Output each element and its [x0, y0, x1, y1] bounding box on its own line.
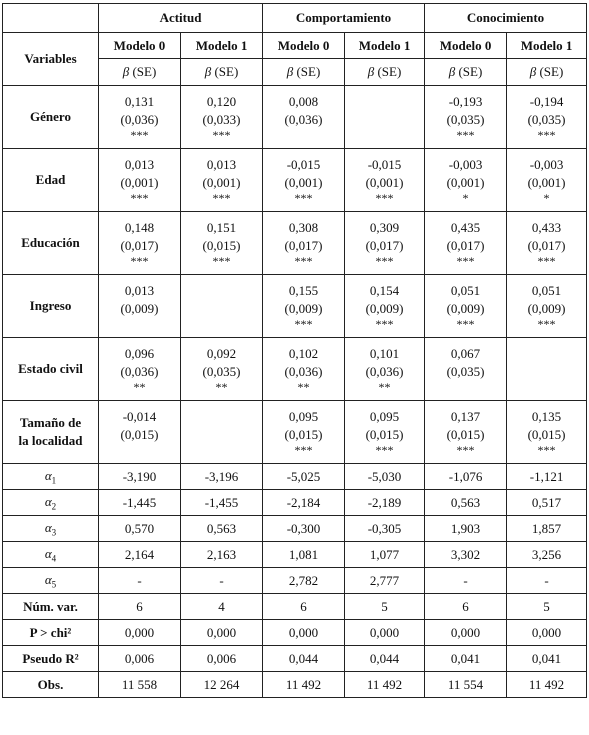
significance-stars: *** [212, 191, 231, 205]
statistic-value: 0,006 [181, 646, 263, 672]
coefficient-cell [263, 275, 345, 338]
statistic-value: 12 264 [181, 672, 263, 698]
coefficient-value: 0,131 [124, 94, 155, 109]
standard-error: (0,036) [284, 364, 323, 379]
alpha-subscript: 2 [51, 501, 57, 512]
alpha-subscript: 1 [51, 475, 57, 486]
statistic-value: 5 [507, 594, 587, 620]
standard-error: (0,035) [527, 112, 566, 127]
header-row-groups [3, 4, 587, 33]
significance-stars: *** [375, 254, 394, 268]
standard-error: (0,001) [446, 175, 485, 190]
statistic-row [3, 646, 587, 672]
statistic-value: 0,044 [345, 646, 425, 672]
model-header: Modelo 0 [99, 33, 181, 59]
threshold-value: -1,455 [181, 490, 263, 516]
se-label: (SE) [455, 64, 483, 79]
threshold-value: -2,184 [263, 490, 345, 516]
significance-stars: *** [537, 317, 556, 331]
statistic-value: 0,044 [263, 646, 345, 672]
standard-error: (0,001) [284, 175, 323, 190]
alpha-subscript: 5 [51, 579, 57, 590]
coefficient-row [3, 86, 587, 149]
significance-stars: *** [294, 191, 313, 205]
statistic-value: 0,006 [99, 646, 181, 672]
standard-error: (0,009) [120, 301, 159, 316]
beta-se-header [345, 59, 425, 86]
threshold-label [3, 516, 99, 542]
standard-error: (0,017) [527, 238, 566, 253]
coefficient-cell [263, 86, 345, 149]
coefficient-value: 0,095 [288, 409, 319, 424]
standard-error: (0,009) [284, 301, 323, 316]
standard-error: (0,015) [446, 427, 485, 442]
coefficient-cell [181, 275, 263, 338]
coefficient-value: 0,148 [124, 220, 155, 235]
statistics-rows [3, 594, 587, 698]
group-header-comportamiento: Comportamiento [263, 4, 425, 33]
header-row-models [3, 33, 587, 59]
beta-symbol: β [286, 64, 294, 79]
standard-error: (0,015) [120, 427, 159, 442]
coefficient-value: 0,433 [531, 220, 562, 235]
statistic-label: Obs. [3, 672, 99, 698]
statistic-value: 0,000 [181, 620, 263, 646]
coefficient-cell [507, 338, 587, 401]
coefficient-cell [345, 86, 425, 149]
coefficient-value: -0,003 [529, 157, 564, 172]
coefficient-cell [507, 401, 587, 464]
coefficient-cell [425, 212, 507, 275]
threshold-value: - [99, 568, 181, 594]
standard-error: (0,035) [202, 364, 241, 379]
threshold-value: 3,302 [425, 542, 507, 568]
threshold-value: 0,563 [425, 490, 507, 516]
threshold-value: -2,189 [345, 490, 425, 516]
coefficient-cell [507, 86, 587, 149]
threshold-value: -1,121 [507, 464, 587, 490]
coefficient-row [3, 401, 587, 464]
row-label [3, 275, 99, 338]
statistic-value: 11 554 [425, 672, 507, 698]
coefficient-cell [263, 401, 345, 464]
beta-symbol: β [367, 64, 375, 79]
threshold-value: 0,570 [99, 516, 181, 542]
coefficient-row [3, 149, 587, 212]
threshold-value: - [507, 568, 587, 594]
coefficient-value: 0,013 [206, 157, 237, 172]
statistic-value: 0,000 [345, 620, 425, 646]
coefficient-cell [425, 86, 507, 149]
threshold-label [3, 490, 99, 516]
significance-stars: *** [212, 128, 231, 142]
beta-se-header [263, 59, 345, 86]
threshold-label [3, 542, 99, 568]
model-header: Modelo 0 [263, 33, 345, 59]
significance-stars: *** [375, 191, 394, 205]
model-header: Modelo 0 [425, 33, 507, 59]
alpha-subscript: 4 [51, 553, 57, 564]
standard-error: (0,001) [365, 175, 404, 190]
significance-stars: ** [378, 380, 391, 394]
significance-stars: *** [537, 128, 556, 142]
coefficient-value: 0,013 [124, 283, 155, 298]
coefficient-cell [99, 149, 181, 212]
row-label [3, 338, 99, 401]
statistic-row [3, 594, 587, 620]
threshold-row [3, 542, 587, 568]
statistic-value: 6 [263, 594, 345, 620]
coefficient-value: 0,051 [531, 283, 562, 298]
coefficient-cell [425, 338, 507, 401]
row-label-text: Educación [21, 235, 80, 250]
significance-stars: * [543, 191, 550, 205]
coefficient-value: -0,015 [367, 157, 402, 172]
threshold-value: -0,300 [263, 516, 345, 542]
group-header-conocimiento: Conocimiento [425, 4, 587, 33]
threshold-label [3, 568, 99, 594]
significance-stars: *** [130, 128, 149, 142]
standard-error: (0,015) [284, 427, 323, 442]
coefficient-value: 0,102 [288, 346, 319, 361]
coefficient-value: 0,092 [206, 346, 237, 361]
coefficient-value: -0,015 [286, 157, 321, 172]
coefficient-cell [181, 338, 263, 401]
standard-error: (0,035) [446, 112, 485, 127]
significance-stars: *** [456, 443, 475, 457]
threshold-value: -5,025 [263, 464, 345, 490]
coefficient-cell [507, 149, 587, 212]
coefficient-value: -0,014 [122, 409, 157, 424]
se-label: (SE) [211, 64, 239, 79]
standard-error: (0,015) [365, 427, 404, 442]
coefficient-value: 0,435 [450, 220, 481, 235]
coefficient-value: 0,067 [450, 346, 481, 361]
row-label [3, 401, 99, 464]
significance-stars: * [462, 191, 469, 205]
standard-error: (0,017) [446, 238, 485, 253]
coefficient-value: 0,135 [531, 409, 562, 424]
standard-error: (0,036) [365, 364, 404, 379]
threshold-value: 1,903 [425, 516, 507, 542]
significance-stars: *** [130, 191, 149, 205]
coefficient-value: 0,013 [124, 157, 155, 172]
coefficient-cell [345, 338, 425, 401]
threshold-value: 2,163 [181, 542, 263, 568]
standard-error: (0,015) [527, 427, 566, 442]
coefficient-value: 0,137 [450, 409, 481, 424]
threshold-label [3, 464, 99, 490]
significance-stars: *** [294, 443, 313, 457]
beta-se-header [99, 59, 181, 86]
threshold-value: 2,782 [263, 568, 345, 594]
beta-se-header [425, 59, 507, 86]
coefficient-row [3, 275, 587, 338]
coefficient-cell [263, 338, 345, 401]
threshold-value: 2,164 [99, 542, 181, 568]
coefficient-value: 0,051 [450, 283, 481, 298]
threshold-value: - [181, 568, 263, 594]
threshold-value: -3,190 [99, 464, 181, 490]
statistic-value: 11 558 [99, 672, 181, 698]
alpha-symbol: α [44, 467, 52, 483]
statistic-value: 6 [425, 594, 507, 620]
statistic-value: 0,000 [507, 620, 587, 646]
threshold-value: 1,077 [345, 542, 425, 568]
statistic-value: 4 [181, 594, 263, 620]
coefficient-cell [345, 149, 425, 212]
coefficient-cell [263, 212, 345, 275]
standard-error: (0,001) [120, 175, 159, 190]
row-label-text: Edad [35, 172, 66, 187]
standard-error: (0,001) [527, 175, 566, 190]
coefficient-cell [99, 401, 181, 464]
row-label [3, 86, 99, 149]
coefficient-value: 0,095 [369, 409, 400, 424]
standard-error: (0,033) [202, 112, 241, 127]
beta-se-header [507, 59, 587, 86]
row-label-text: Ingreso [29, 298, 72, 313]
threshold-value: 0,563 [181, 516, 263, 542]
coefficient-value: 0,154 [369, 283, 400, 298]
significance-stars: *** [537, 443, 556, 457]
significance-stars: *** [375, 443, 394, 457]
standard-error: (0,009) [446, 301, 485, 316]
beta-symbol: β [204, 64, 212, 79]
standard-error: (0,001) [202, 175, 241, 190]
threshold-row [3, 464, 587, 490]
significance-stars: *** [294, 254, 313, 268]
coefficient-value: 0,008 [288, 94, 319, 109]
coefficient-cell [263, 149, 345, 212]
standard-error: (0,017) [365, 238, 404, 253]
coefficient-cell [181, 149, 263, 212]
standard-error: (0,036) [120, 364, 159, 379]
coefficient-cell [99, 212, 181, 275]
alpha-symbol: α [44, 493, 52, 509]
threshold-value: -3,196 [181, 464, 263, 490]
threshold-value: - [425, 568, 507, 594]
coefficient-cell [425, 275, 507, 338]
threshold-value: -1,076 [425, 464, 507, 490]
row-label-text: Estado civil [18, 361, 83, 376]
significance-stars: ** [297, 380, 310, 394]
alpha-symbol: α [44, 571, 52, 587]
statistic-value: 5 [345, 594, 425, 620]
statistic-row [3, 672, 587, 698]
beta-se-header [181, 59, 263, 86]
threshold-row [3, 568, 587, 594]
threshold-value: -5,030 [345, 464, 425, 490]
model-header: Modelo 1 [507, 33, 587, 59]
statistic-value: 0,041 [425, 646, 507, 672]
significance-stars: *** [294, 317, 313, 331]
threshold-row [3, 490, 587, 516]
beta-symbol: β [529, 64, 537, 79]
statistic-value: 11 492 [263, 672, 345, 698]
coefficient-value: 0,151 [206, 220, 237, 235]
coefficient-cell [345, 401, 425, 464]
significance-stars: *** [130, 254, 149, 268]
se-label: (SE) [293, 64, 321, 79]
row-label-text: Género [30, 109, 71, 124]
significance-stars: *** [537, 254, 556, 268]
significance-stars: ** [215, 380, 228, 394]
statistic-value: 0,000 [425, 620, 507, 646]
significance-stars: *** [456, 317, 475, 331]
statistic-value: 0,041 [507, 646, 587, 672]
coefficient-cell [99, 338, 181, 401]
se-label: (SE) [536, 64, 564, 79]
coefficient-value: -0,003 [448, 157, 483, 172]
header-corner [3, 4, 99, 33]
threshold-value: 1,857 [507, 516, 587, 542]
beta-symbol: β [122, 64, 130, 79]
model-header: Modelo 1 [345, 33, 425, 59]
row-label-text: Tamaño de [19, 415, 82, 430]
coefficient-cell [507, 212, 587, 275]
statistic-label: P > chi² [3, 620, 99, 646]
coefficient-rows [3, 86, 587, 464]
alpha-subscript: 3 [51, 527, 57, 538]
coefficient-cell [425, 149, 507, 212]
coefficient-value: 0,096 [124, 346, 155, 361]
threshold-value: 2,777 [345, 568, 425, 594]
coefficient-cell [181, 212, 263, 275]
coefficient-value: 0,120 [206, 94, 237, 109]
regression-table [2, 3, 587, 698]
standard-error: (0,035) [446, 364, 485, 379]
se-label: (SE) [129, 64, 157, 79]
significance-stars: *** [456, 254, 475, 268]
statistic-value: 0,000 [263, 620, 345, 646]
statistic-value: 11 492 [507, 672, 587, 698]
coefficient-cell [345, 212, 425, 275]
group-header-actitud: Actitud [99, 4, 263, 33]
statistic-label: Pseudo R² [3, 646, 99, 672]
significance-stars: *** [212, 254, 231, 268]
coefficient-value: 0,101 [369, 346, 400, 361]
standard-error: (0,036) [284, 112, 323, 127]
threshold-row [3, 516, 587, 542]
significance-stars: ** [133, 380, 146, 394]
se-label: (SE) [374, 64, 402, 79]
threshold-value: 0,517 [507, 490, 587, 516]
row-label [3, 212, 99, 275]
alpha-symbol: α [44, 545, 52, 561]
threshold-value: 3,256 [507, 542, 587, 568]
statistic-value: 6 [99, 594, 181, 620]
standard-error: (0,009) [365, 301, 404, 316]
coefficient-row [3, 338, 587, 401]
coefficient-cell [181, 86, 263, 149]
coefficient-cell [345, 275, 425, 338]
row-label-text: la localidad [18, 433, 83, 448]
coefficient-value: -0,194 [529, 94, 564, 109]
coefficient-cell [99, 86, 181, 149]
coefficient-value: -0,193 [448, 94, 483, 109]
significance-stars: *** [456, 128, 475, 142]
statistic-row [3, 620, 587, 646]
coefficient-value: 0,309 [369, 220, 400, 235]
threshold-value: 1,081 [263, 542, 345, 568]
coefficient-cell [507, 275, 587, 338]
coefficient-value: 0,308 [288, 220, 319, 235]
threshold-rows [3, 464, 587, 594]
statistic-value: 0,000 [99, 620, 181, 646]
standard-error: (0,009) [527, 301, 566, 316]
statistic-label: Núm. var. [3, 594, 99, 620]
standard-error: (0,015) [202, 238, 241, 253]
coefficient-value: 0,155 [288, 283, 319, 298]
beta-symbol: β [448, 64, 456, 79]
standard-error: (0,036) [120, 112, 159, 127]
significance-stars: *** [375, 317, 394, 331]
coefficient-cell [99, 275, 181, 338]
threshold-value: -0,305 [345, 516, 425, 542]
threshold-value: -1,445 [99, 490, 181, 516]
variables-header: Variables [3, 33, 99, 86]
coefficient-cell [425, 401, 507, 464]
coefficient-row [3, 212, 587, 275]
row-label [3, 149, 99, 212]
alpha-symbol: α [44, 519, 52, 535]
statistic-value: 11 492 [345, 672, 425, 698]
standard-error: (0,017) [284, 238, 323, 253]
model-header: Modelo 1 [181, 33, 263, 59]
standard-error: (0,017) [120, 238, 159, 253]
coefficient-cell [181, 401, 263, 464]
